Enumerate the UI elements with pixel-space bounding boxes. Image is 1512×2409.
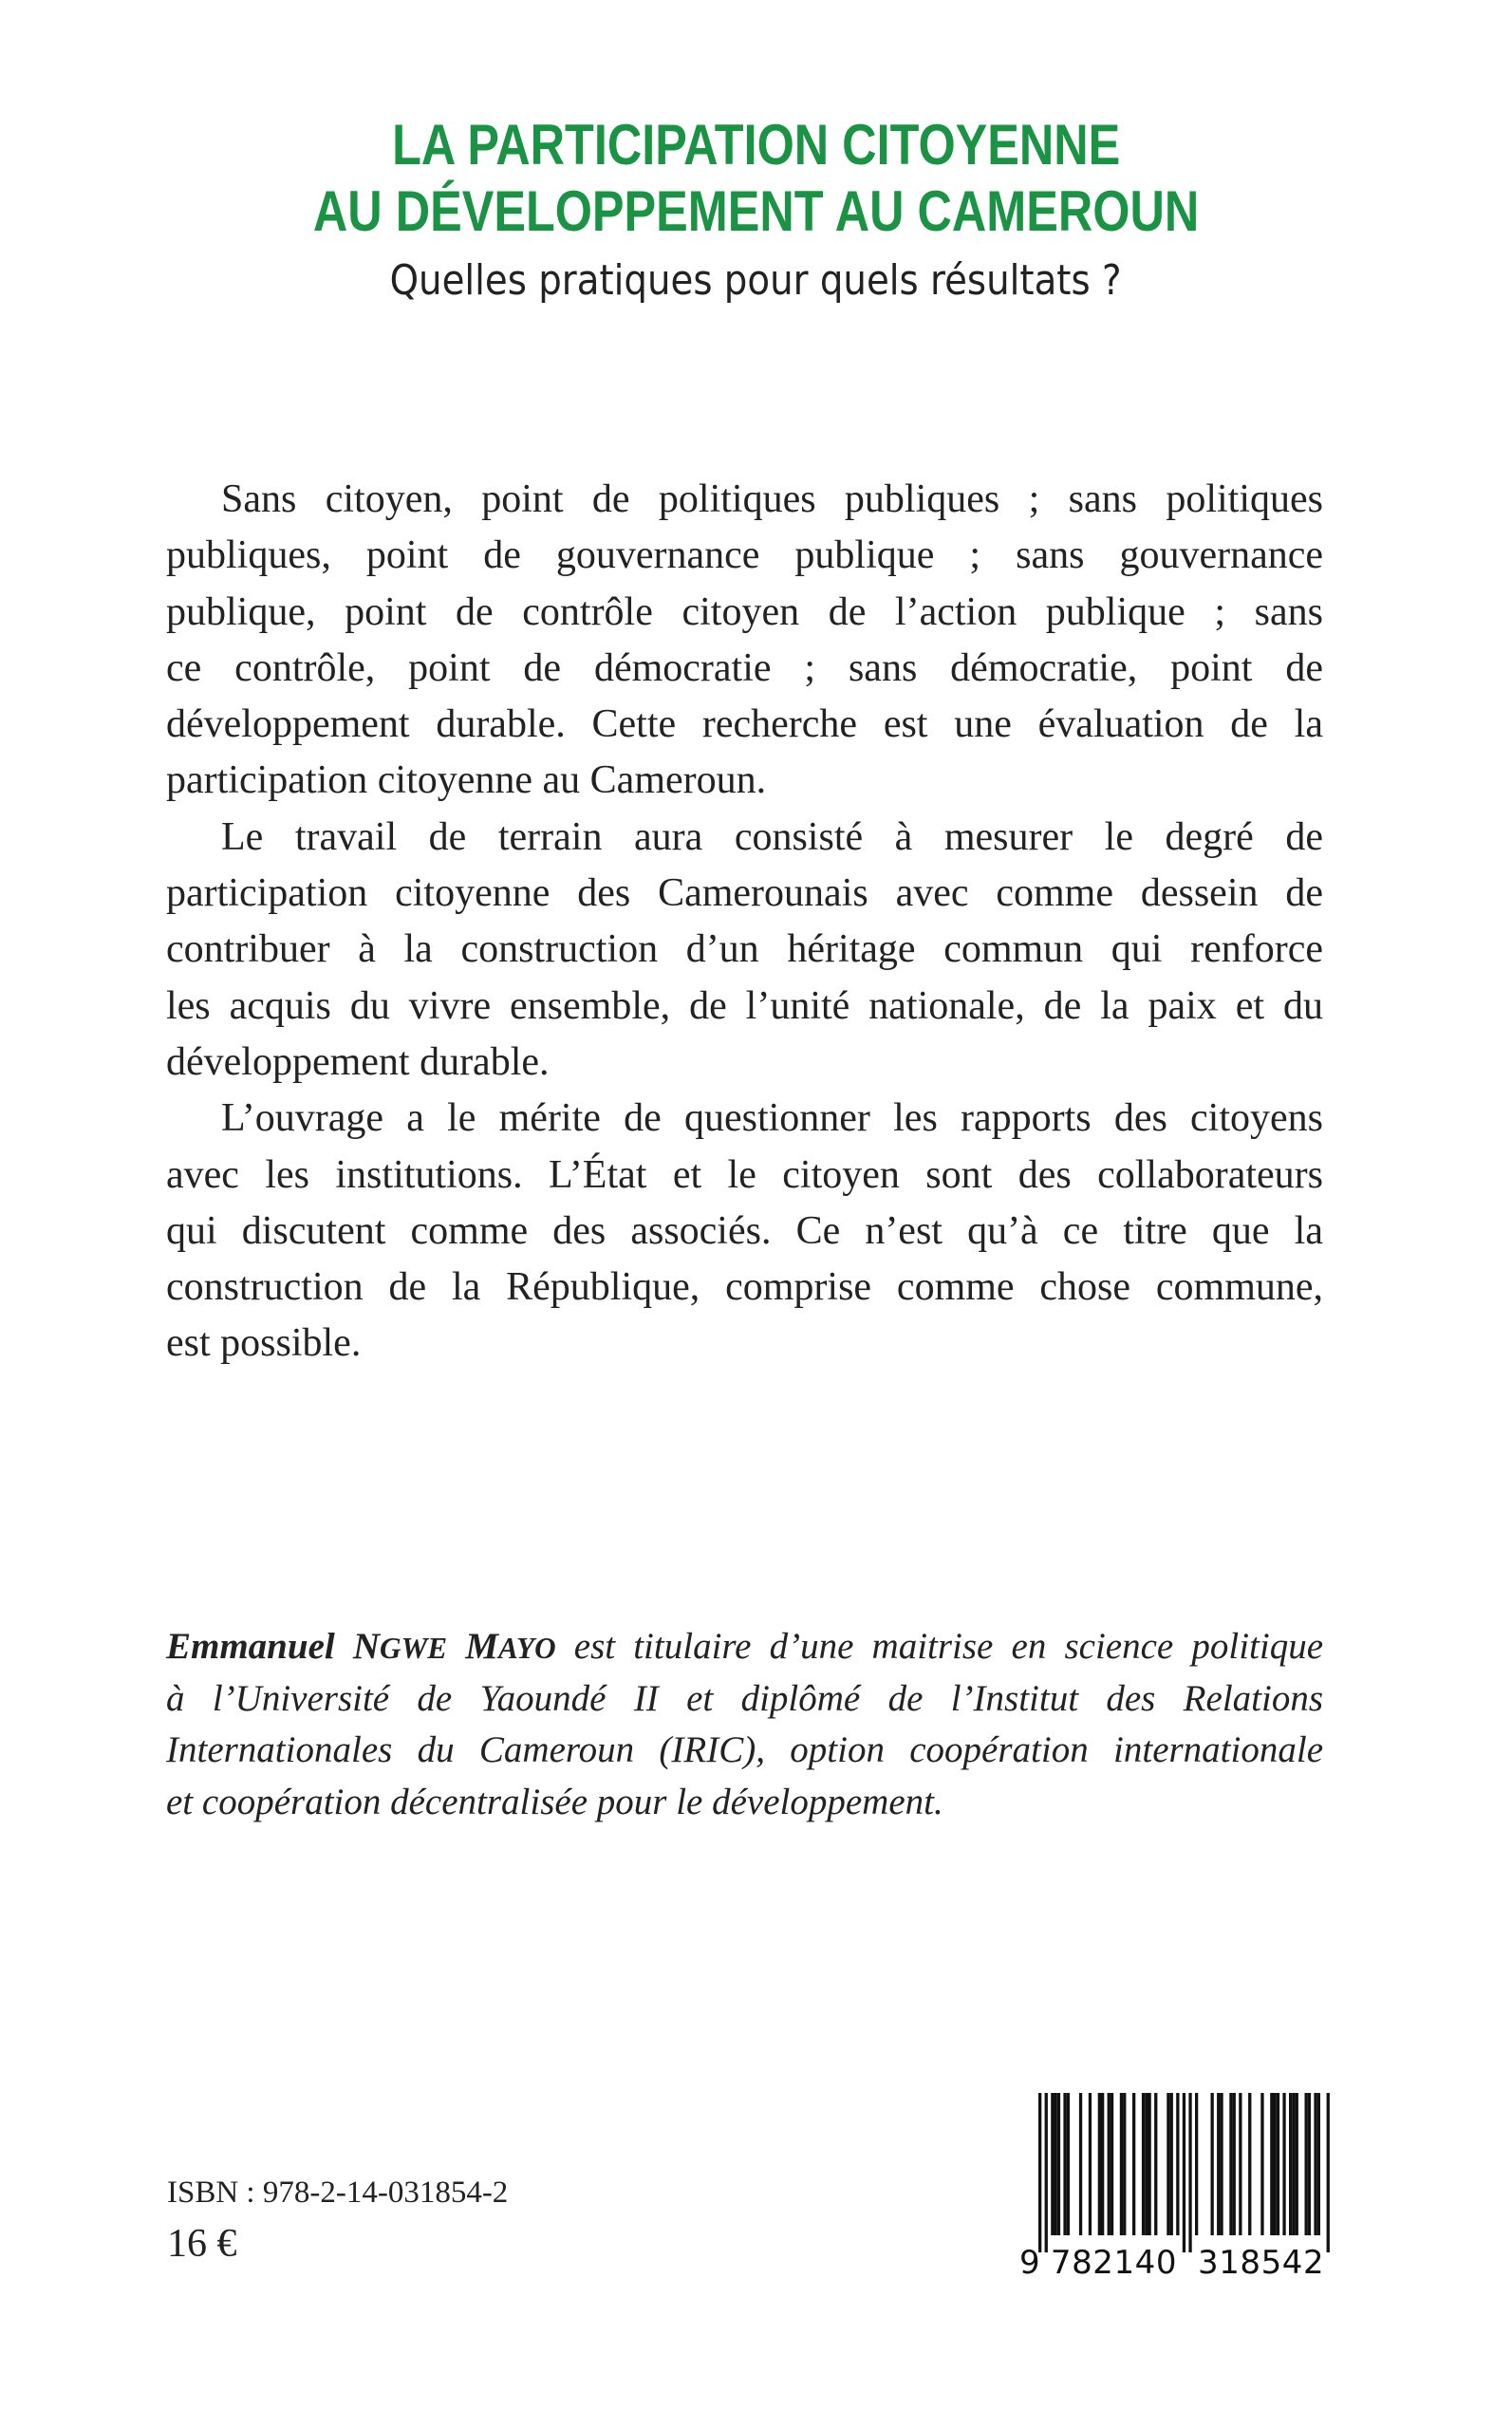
barcode-bar <box>1327 2093 1330 2252</box>
bio-line: à l’Université de Yaoundé II et diplômé de l’Institut des Relations <box>166 1677 1323 1719</box>
summary-line: participation citoyenne au Cameroun. <box>166 758 767 803</box>
summary-line: les acquis du vivre ensemble, de l’unité nationale, de la paix et du <box>166 983 1323 1028</box>
summary-line: ce contrôle, point de démocratie ; sans démocratie, point de <box>166 645 1323 690</box>
summary-line: Sans citoyen, point de politiques publiques ; sans politiques <box>221 477 1323 521</box>
barcode-bar <box>1260 2093 1263 2235</box>
book-title-line-2 <box>0 178 1512 245</box>
summary-line: avec les institutions. L’État et le citoyen sont des collaborateurs <box>166 1152 1323 1197</box>
barcode-bar <box>1229 2093 1232 2235</box>
barcode-bar <box>1167 2093 1169 2235</box>
barcode-bar <box>1289 2093 1292 2235</box>
summary-line: contribuer à la construction d’un héritage commun qui renforce <box>166 927 1323 972</box>
summary-line: qui discutent comme des associés. Ce n’est qu’à ce titre que la <box>166 1208 1323 1253</box>
barcode-bar <box>1233 2093 1236 2235</box>
price: 16 € <box>167 2222 237 2266</box>
barcode-bar <box>1176 2093 1179 2235</box>
barcode-bar <box>1055 2093 1057 2235</box>
summary-line: publiques, point de gouvernance publique ; sans gouvernance <box>166 533 1323 578</box>
barcode-bar <box>1098 2093 1101 2235</box>
barcode-bar <box>1308 2093 1311 2235</box>
barcode-bar <box>1132 2093 1135 2235</box>
barcode-bar <box>1248 2093 1251 2235</box>
barcode-bar <box>1101 2093 1104 2235</box>
barcode-bar <box>1123 2093 1126 2235</box>
barcode-digits: 782140 <box>1050 2244 1177 2282</box>
barcode-bar <box>1045 2093 1048 2252</box>
barcode-bar <box>1089 2093 1092 2235</box>
barcode-bar <box>1038 2093 1041 2252</box>
barcode-bar <box>1270 2093 1273 2235</box>
barcode-bar <box>1120 2093 1123 2235</box>
barcode-bar <box>1239 2093 1241 2235</box>
summary-line: Le travail de terrain aura consisté à mesurer le degré de <box>221 814 1323 859</box>
barcode-bar <box>1145 2093 1148 2235</box>
barcode-bar <box>1317 2093 1320 2235</box>
summary-line: publique, point de contrôle citoyen de l’action publique ; sans <box>166 589 1323 634</box>
summary-line: développement durable. Cette recherche est une évaluation de la <box>166 702 1323 747</box>
bio-line: Internationales du Cameroun (IRIC), option coopération internationale <box>166 1729 1323 1770</box>
ean13-barcode <box>1017 2093 1331 2283</box>
barcode-bar <box>1111 2093 1113 2235</box>
barcode-bar <box>1282 2093 1285 2235</box>
barcode-bar <box>1142 2093 1145 2235</box>
barcode-bar <box>1314 2093 1316 2235</box>
title-text: AU DÉVELOPPEMENT AU CAMEROUN <box>312 179 1200 243</box>
isbn: ISBN : 978-2-14-031854-2 <box>167 2176 509 2210</box>
summary-line: L’ouvrage a le mérite de questionner les rapports des citoyens <box>221 1096 1323 1141</box>
barcode-bar <box>1154 2093 1157 2235</box>
barcode-digits: 9 <box>1019 2244 1040 2282</box>
barcode-bar <box>1188 2093 1191 2252</box>
subtitle-text: Quelles pratiques pour quels résultats ? <box>390 256 1122 305</box>
barcode-bar <box>1296 2093 1298 2235</box>
barcode-bar <box>1183 2093 1185 2252</box>
barcode-bar <box>1211 2093 1214 2235</box>
barcode-bar <box>1063 2093 1066 2235</box>
barcode-bar <box>1148 2093 1151 2235</box>
barcode-bar <box>1079 2093 1082 2235</box>
barcode-bar <box>1108 2093 1111 2235</box>
book-title-line-1 <box>0 112 1512 178</box>
barcode-bar <box>1051 2093 1054 2235</box>
barcode-digits: 318542 <box>1198 2244 1324 2282</box>
barcode-bar <box>1274 2093 1277 2235</box>
summary-line: est possible. <box>166 1321 362 1366</box>
book-subtitle <box>0 254 1512 308</box>
barcode-bar <box>1067 2093 1070 2235</box>
summary-line: construction de la République, comprise comme chose commune, <box>166 1265 1323 1310</box>
bio-line: et coopération décentralisée pour le développement. <box>166 1781 943 1822</box>
barcode-bar <box>1220 2093 1223 2235</box>
summary-line: développement durable. <box>166 1039 550 1084</box>
barcode-bar <box>1292 2093 1295 2235</box>
barcode-bar <box>1305 2093 1308 2235</box>
summary-line: participation citoyenne des Camerounais avec comme dessein de <box>166 871 1323 916</box>
barcode-bar <box>1170 2093 1173 2235</box>
bio-line: Emmanuel NGWE MAYO est titulaire d’une maitrise en science politique <box>166 1626 1324 1667</box>
barcode-bar <box>1277 2093 1279 2235</box>
author-bio <box>166 1621 1323 1828</box>
title-text: LA PARTICIPATION CITOYENNE <box>391 113 1121 177</box>
summary-text <box>166 472 1323 1373</box>
author-name: Emmanuel NGWE MAYO <box>166 1626 556 1667</box>
barcode-bar <box>1057 2093 1060 2235</box>
barcode-bar <box>1195 2093 1198 2235</box>
barcode-bar <box>1217 2093 1220 2235</box>
